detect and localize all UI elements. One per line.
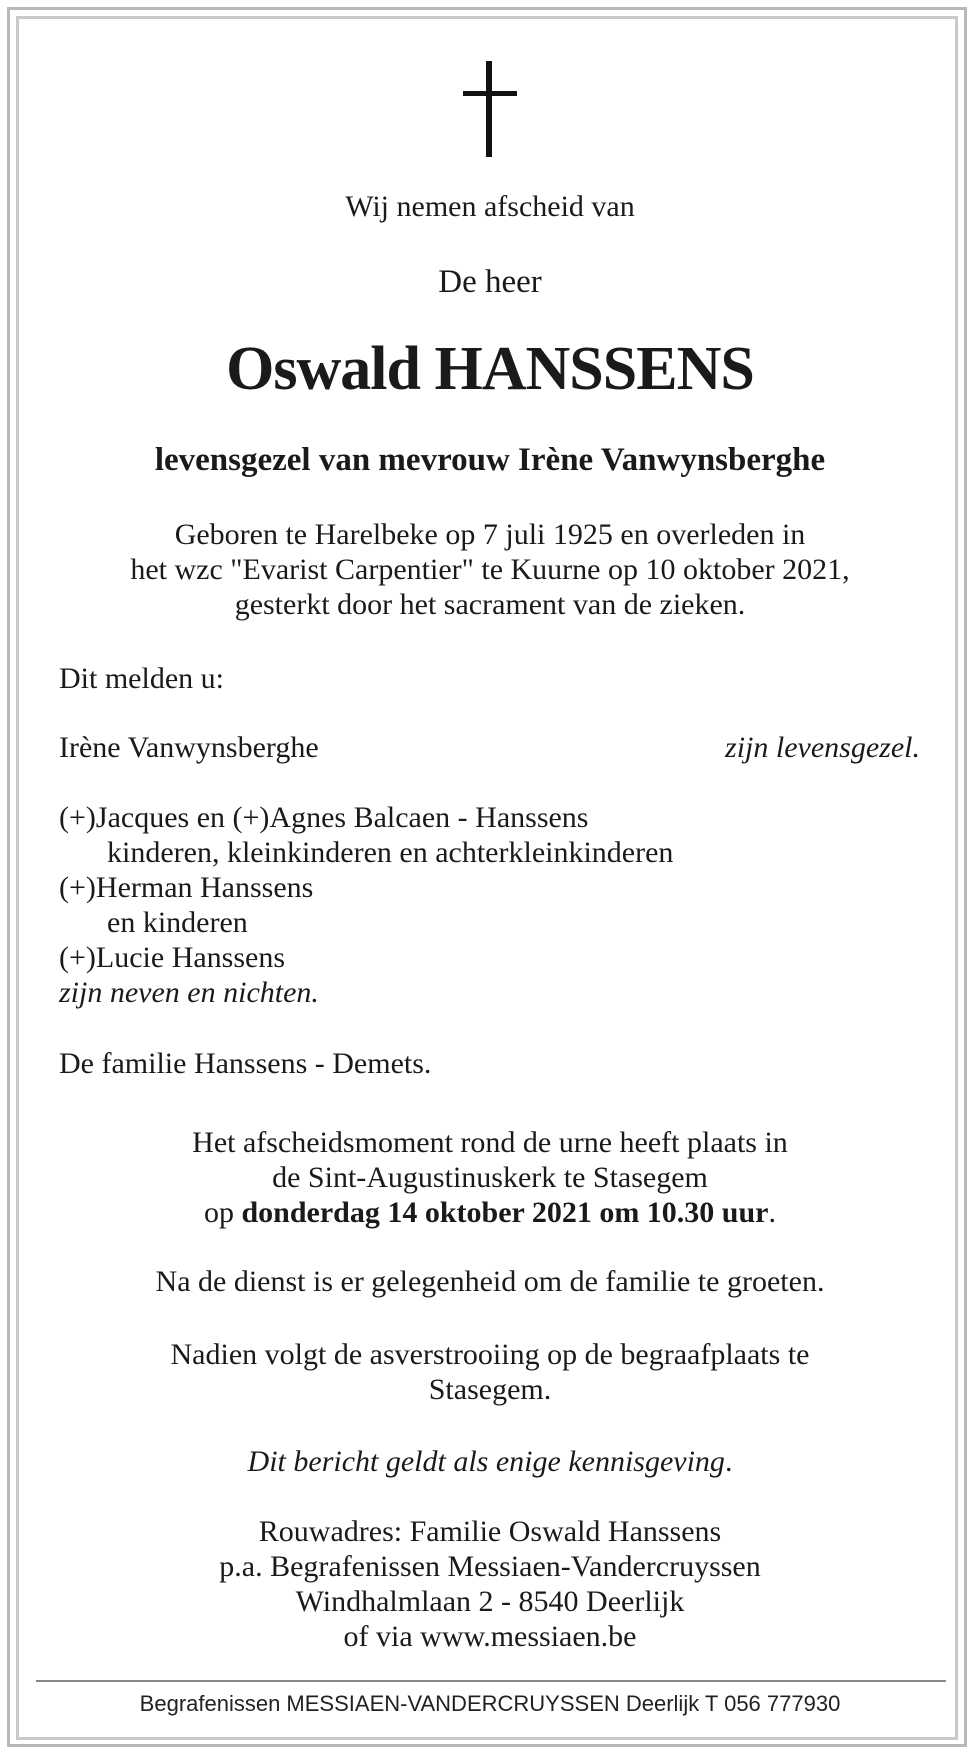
heading: Wij nemen afscheid van <box>345 190 635 223</box>
address-line-3: Windhalmlaan 2 - 8540 Deerlijk <box>295 1585 685 1618</box>
partner-line: levensgezel van mevrouw Irène Vanwynsberghe <box>154 442 826 478</box>
family-name: De familie Hanssens - Demets. <box>59 1047 432 1080</box>
family-line-5: (+)Lucie Hanssens <box>59 941 286 974</box>
address-line-2: p.a. Begrafenissen Messiaen-Vandercruyssen <box>219 1550 761 1583</box>
birth-line-1: Geboren te Harelbeke op 7 juli 1925 en overleden in <box>174 518 806 551</box>
ceremony-line-2: de Sint-Augustinuskerk te Stasegem <box>272 1161 708 1194</box>
birth-line-3: gesterkt door het sacrament van de zieken. <box>234 588 746 621</box>
notice <box>0 1445 980 1479</box>
greeting: Na de dienst is er gelegenheid om de familie te groeten. <box>155 1265 825 1298</box>
ceremony-line-1: Het afscheidsmoment rond de urne heeft plaats in <box>192 1126 788 1159</box>
footer-divider <box>36 1680 946 1682</box>
address-line-4: of via www.messiaen.be <box>343 1620 637 1653</box>
ceremony-suffix: . <box>768 1196 776 1229</box>
partner-role: zijn levensgezel. <box>725 731 920 764</box>
family-line-1: (+)Jacques en (+)Agnes Balcaen - Hanssens <box>59 801 589 834</box>
scatter-line-1: Nadien volgt de asverstrooiing op de begraafplaats te <box>170 1338 810 1371</box>
cross-icon <box>461 61 521 157</box>
deceased-name: Oswald HANSSENS <box>226 335 754 403</box>
notice-suffix: . <box>724 1445 733 1478</box>
ceremony-date: donderdag 14 oktober 2021 om 10.30 uur <box>241 1196 769 1229</box>
honorific: De heer <box>438 264 542 300</box>
family-line-2: kinderen, kleinkinderen en achterkleinkinderen <box>107 836 674 869</box>
ceremony-prefix: op <box>204 1196 242 1229</box>
ceremony-line-3 <box>0 1196 980 1230</box>
scatter-line-2: Stasegem. <box>428 1373 552 1406</box>
footer-text: Begrafenissen MESSIAEN-VANDERCRUYSSEN Deerlijk T 056 777930 <box>139 1691 841 1716</box>
announce-intro: Dit melden u: <box>59 662 224 695</box>
address-line-1: Rouwadres: Familie Oswald Hanssens <box>258 1515 722 1548</box>
family-line-3: (+)Herman Hanssens <box>59 871 314 904</box>
birth-line-2: het wzc "Evarist Carpentier" te Kuurne op 10 oktober 2021, <box>130 553 850 586</box>
partner-name: Irène Vanwynsberghe <box>59 731 319 764</box>
family-line-4: en kinderen <box>107 906 248 939</box>
notice-text: Dit bericht geldt als enige kennisgeving <box>247 1445 725 1478</box>
family-line-6: zijn neven en nichten. <box>59 976 319 1009</box>
